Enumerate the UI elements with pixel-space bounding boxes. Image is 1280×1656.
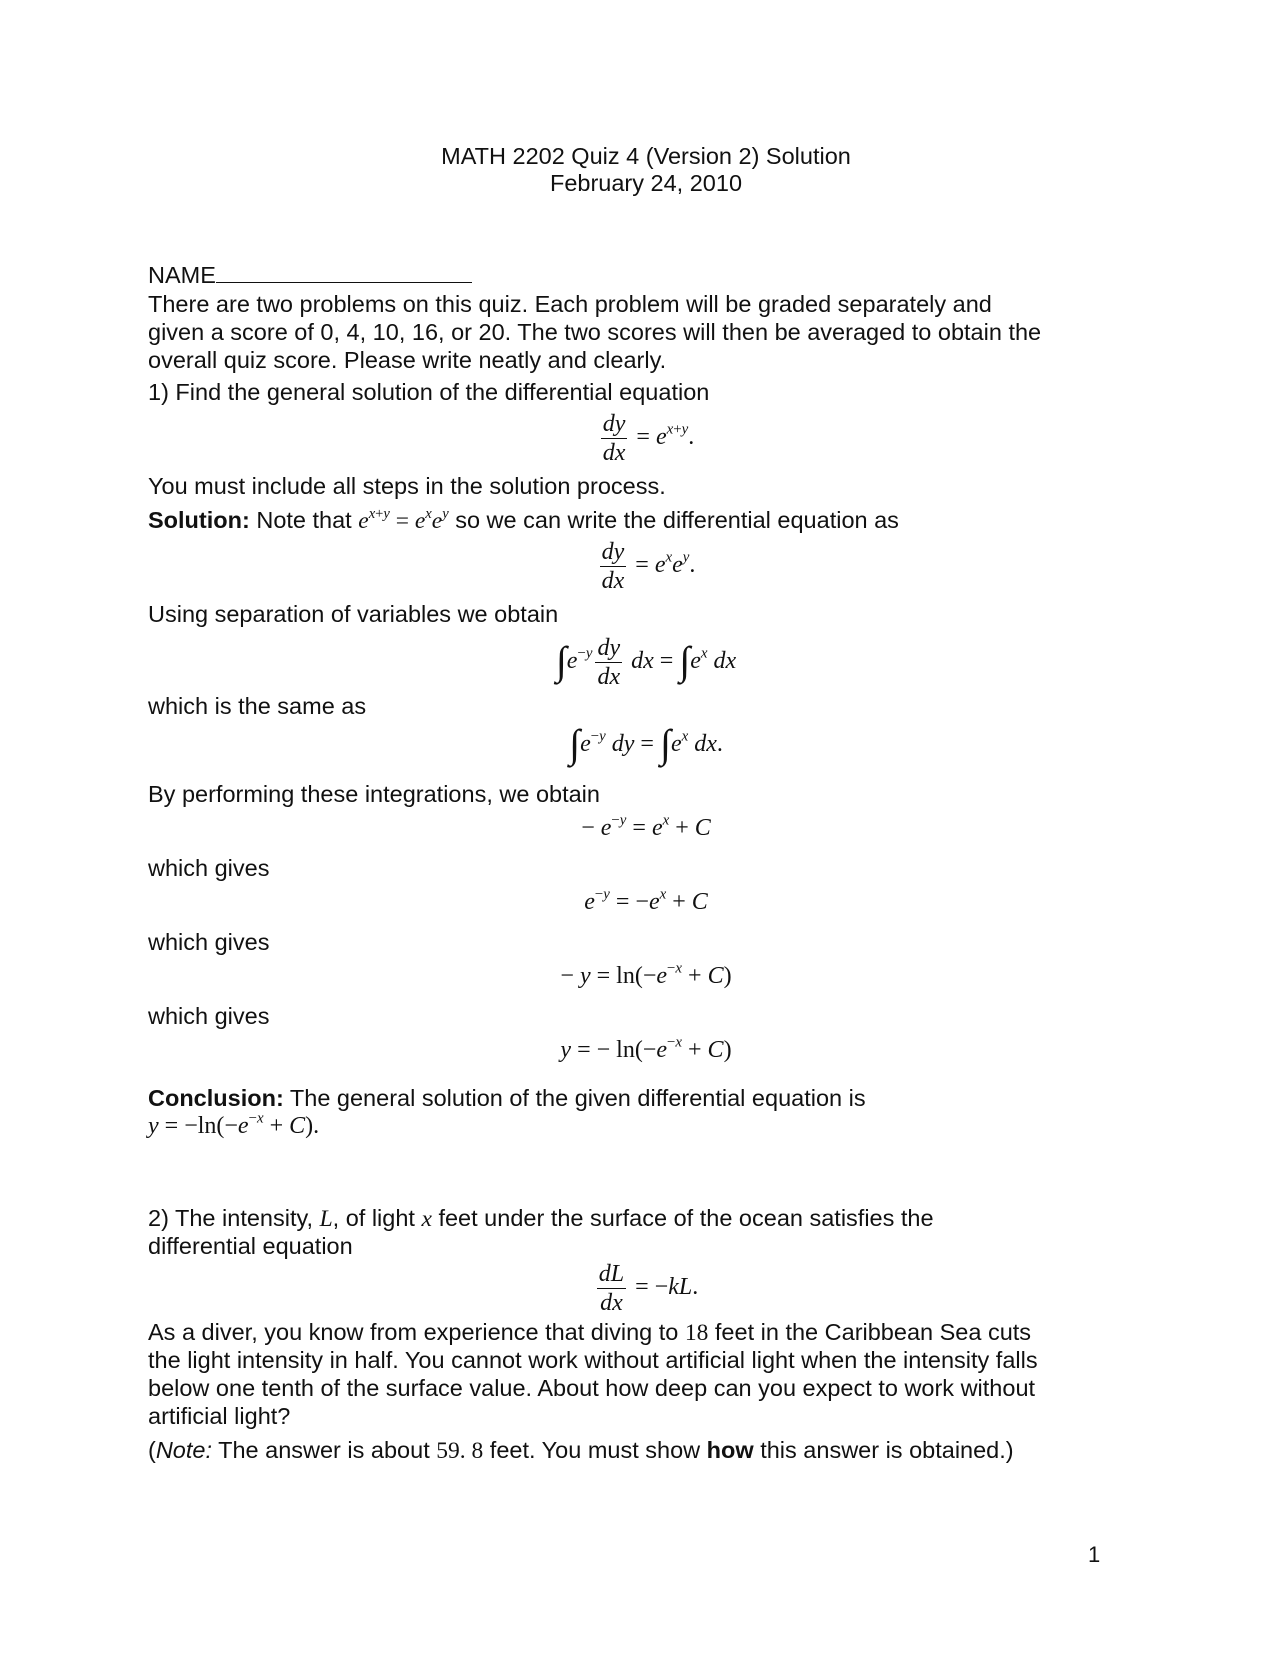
note-value: 59. 8 [436, 1438, 484, 1464]
problem2-prompt-part-c: feet under the surface of the ocean satisfies the [438, 1205, 934, 1231]
equation-3: $\int e^{-y}$ $\frac{dy}{dx}$ dx = $\int e^x$ dx [555, 635, 737, 690]
equation-6: $e^{-y} = -e^x + C$ [584, 886, 708, 915]
conclusion-equation: $y = -\ln(-e^{-x} + C)$. [148, 1110, 320, 1139]
equation-8: y = − $\ln(-e^{-x} + C)$ [560, 1034, 732, 1063]
equation-7: − $y = \ln(-e^{-x} + C)$ [560, 960, 732, 989]
name-field [148, 258, 472, 289]
solution-line: Solution: Note that $e^{x+y} = e^xe^y$ so we can write the differential equation as [148, 505, 899, 534]
depth-value: 18 [684, 1320, 709, 1346]
problem2-prompt-part-b: of light [345, 1205, 415, 1231]
page-title: MATH 2202 Quiz 4 (Version 2) Solution [441, 143, 851, 169]
problem1-prompt: 1) Find the general solution of the differential equation [148, 379, 710, 405]
problem2-prompt-part-a: 2) The intensity, [148, 1205, 314, 1231]
instructions-line-2: given a score of 0, 4, 10, 16, or 20. The two scores will then be averaged to obtain the [148, 319, 1042, 345]
note-text-3: this answer is obtained.) [760, 1437, 1014, 1463]
same-as-text: which is the same as [148, 693, 367, 719]
which-gives-3: which gives [148, 1003, 270, 1029]
note-line: (Note: The answer is about 59. 8 feet. You must show how this answer is obtained.) [148, 1437, 1014, 1464]
problem2-prompt-line-1: 2) The intensity, L, of light x feet under the surface of the ocean satisfies the [148, 1205, 934, 1232]
solution-label: Solution: [148, 507, 250, 533]
instructions-line-1: There are two problems on this quiz. Each problem will be graded separately and [148, 291, 992, 317]
problem2-para-line-4: artificial light? [148, 1403, 291, 1429]
name-blank-line [216, 258, 472, 283]
note-label: Note: [155, 1437, 212, 1463]
instructions-line-3: overall quiz score. Please write neatly and clearly. [148, 347, 667, 373]
note-text-1: The answer is about [218, 1437, 430, 1463]
performing-text: By performing these integrations, we obtain [148, 781, 600, 807]
which-gives-2: which gives [148, 929, 270, 955]
problem2-para-line-3: below one tenth of the surface value. About how deep can you expect to work without [148, 1375, 1036, 1401]
separation-text: Using separation of variables we obtain [148, 601, 559, 627]
problem2-para-part-a: As a diver, you know from experience that diving to [148, 1319, 679, 1345]
equation-5: − $e^{-y} = e^x + C$ [581, 812, 711, 841]
must-include-text: You must include all steps in the solution process. [148, 473, 666, 499]
conclusion-text: The general solution of the given differential equation is [289, 1085, 866, 1111]
equation-4: $\int e^{-y}$ dy = $\int e^x$ dx. [569, 721, 723, 766]
problem2-para-line-2: the light intensity in half. You cannot work without artificial light when the intensity falls [148, 1347, 1038, 1373]
page-number: 1 [1088, 1542, 1101, 1567]
conclusion-line [148, 1084, 866, 1112]
equation-9: $\frac{dL}{dx}$ = −kL. [598, 1261, 699, 1316]
problem2-prompt-line-2: differential equation [148, 1233, 353, 1259]
problem2-para-part-b: feet in the Caribbean Sea cuts [714, 1319, 1032, 1345]
note-how: how [706, 1437, 754, 1463]
problem2-para-line-1 [148, 1318, 1031, 1347]
conclusion-label: Conclusion: [148, 1085, 284, 1111]
solution-text-2: so we can write the differential equation as [455, 507, 899, 533]
page-date: February 24, 2010 [549, 170, 743, 196]
equation-2: $\frac{dy}{dx}$ = $e^xe^y$. [601, 539, 696, 594]
equation-1: $\frac{dy}{dx}$ = $e^{x+y}$. [602, 411, 695, 466]
name-label: NAME [148, 262, 216, 288]
note-text-2: feet. You must show [489, 1437, 701, 1463]
which-gives-1: which gives [148, 855, 270, 881]
solution-text-1: Note that [256, 507, 352, 533]
